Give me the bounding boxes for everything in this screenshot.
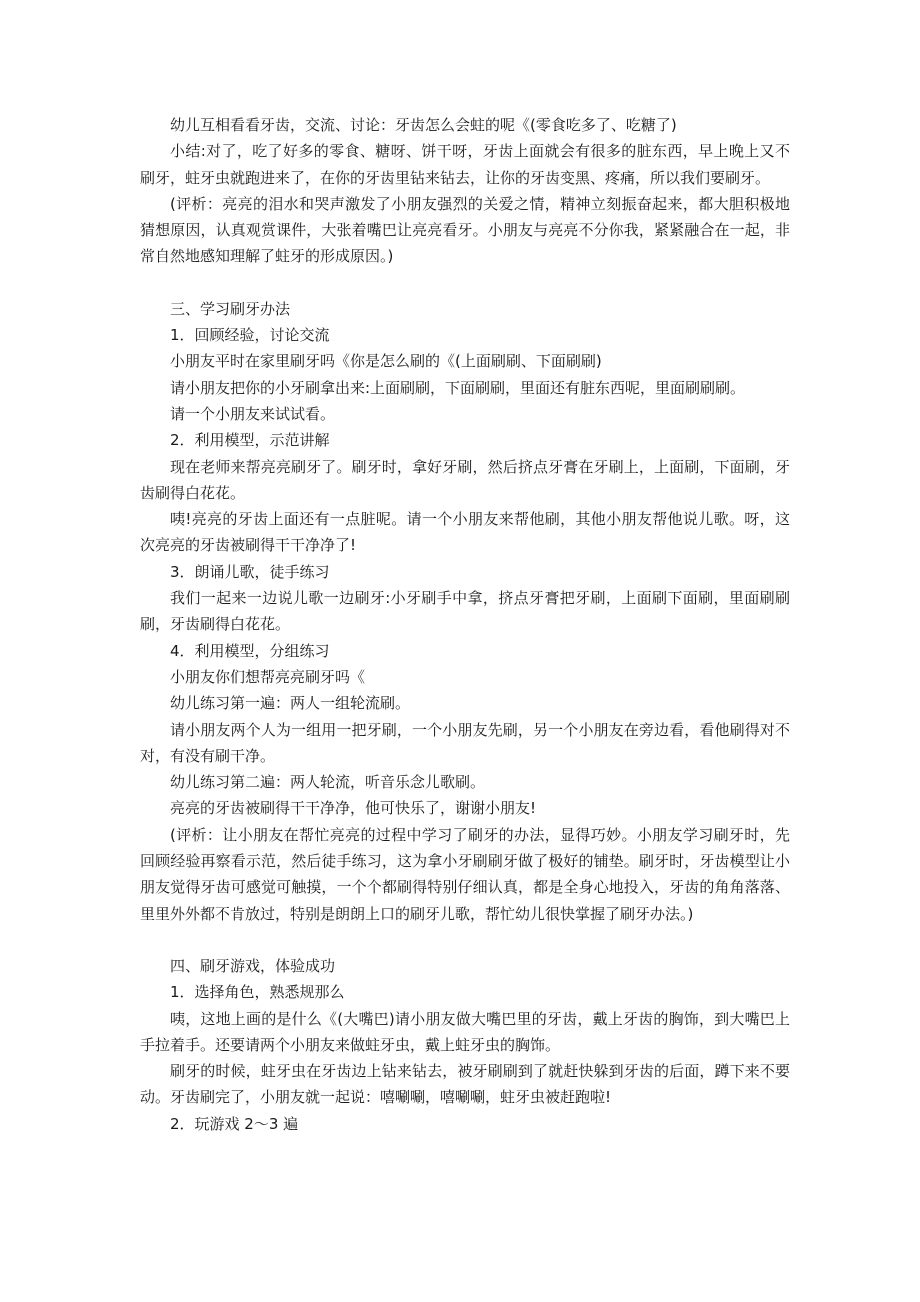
paragraph: (评析：亮亮的泪水和哭声激发了小朋友强烈的关爱之情，精神立刻振奋起来，都大胆积极地猜想原因，认真观赏课件，大张着嘴巴让亮亮看牙。小朋友与亮亮不分你我，紧紧融合在一起，非常自然地感知理解了蛀牙的形成原因。) [140,194,790,266]
section-heading: 三、学习刷牙办法 [170,299,291,318]
paragraph: 刷牙的时候，蛀牙虫在牙齿边上钻来钻去，被牙刷刷到了就赶快躲到牙齿的后面，蹲下来不要动。牙齿刷完了，小朋友就一起说：嘻唰唰，嘻唰唰，蛀牙虫被赶跑啦! [140,1062,790,1107]
paragraph: 幼儿练习第一遍：两人一组轮流刷。 [170,694,411,713]
paragraph: 小结:对了，吃了好多的零食、糖呀、饼干呀，牙齿上面就会有很多的脏东西，早上晚上又不刷牙，蛀牙虫就跑进来了，在你的牙齿里钻来钻去，让你的牙齿变黑、疼痛，所以我们要刷牙。 [140,142,790,187]
paragraph: 请小朋友两个人为一组用一把牙刷，一个小朋友先刷，另一个小朋友在旁边看，看他刷得对不对，有没有刷干净。 [140,720,790,765]
paragraph: 咦，这地上画的是什么《(大嘴巴)请小朋友做大嘴巴里的牙齿，戴上牙齿的胸饰，到大嘴巴上手拉着手。还要请两个小朋友来做蛀牙虫，戴上蛀牙虫的胸饰。 [140,1009,790,1054]
paragraph: 现在老师来帮亮亮刷牙了。刷牙时，拿好牙刷，然后挤点牙膏在牙刷上，上面刷，下面刷，牙齿刷得白花花。 [140,457,790,502]
paragraph: 请一个小朋友来试试看。 [170,404,336,423]
paragraph: 幼儿练习第二遍：两人轮流，听音乐念儿歌刷。 [170,773,486,792]
paragraph: 幼儿互相看看牙齿，交流、讨论：牙齿怎么会蛀的呢《(零食吃多了、吃糖了) [170,116,677,134]
document-body [140,112,790,1137]
subsection-heading: 4．利用模型，分组练习 [170,641,330,660]
paragraph: 小朋友你们想帮亮亮刷牙吗《 [170,667,366,686]
subsection-heading: 2．玩游戏 2～3 遍 [170,1114,299,1133]
paragraph: 请小朋友把你的小牙刷拿出来:上面刷刷，下面刷刷，里面还有脏东西呢，里面刷刷刷。 [170,378,746,397]
subsection-heading: 3．朗诵儿歌，徒手练习 [170,562,330,581]
paragraph: (评析：让小朋友在帮忙亮亮的过程中学习了刷牙的办法，显得巧妙。小朋友学习刷牙时，先回顾经验再察看示范，然后徒手练习，这为拿小牙刷刷牙做了极好的铺垫。刷牙时，牙齿模型让小朋友觉得牙齿可感觉可触摸，一个个都刷得特别仔细认真，都是全身心地投入，牙齿的角角落落、里里外外都不肯放过，特别是朗朗上口的刷牙儿歌，帮忙幼儿很快掌握了刷牙办法。) [140,825,790,923]
paragraph: 咦!亮亮的牙齿上面还有一点脏呢。请一个小朋友来帮他刷，其他小朋友帮他说儿歌。呀，这次亮亮的牙齿被刷得干干净净了! [140,510,790,555]
section-heading: 四、刷牙游戏，体验成功 [170,956,336,975]
paragraph: 小朋友平时在家里刷牙吗《你是怎么刷的《(上面刷刷、下面刷刷) [170,352,602,371]
subsection-heading: 1．回顾经验，讨论交流 [170,326,330,345]
subsection-heading: 1．选择角色，熟悉规那么 [170,983,345,1002]
paragraph: 我们一起来一边说儿歌一边刷牙:小牙刷手中拿，挤点牙膏把牙刷，上面刷下面刷，里面刷刷刷，牙齿刷得白花花。 [140,589,790,634]
subsection-heading: 2．利用模型，示范讲解 [170,431,330,450]
paragraph: 亮亮的牙齿被刷得干干净净，他可快乐了，谢谢小朋友! [170,799,537,818]
